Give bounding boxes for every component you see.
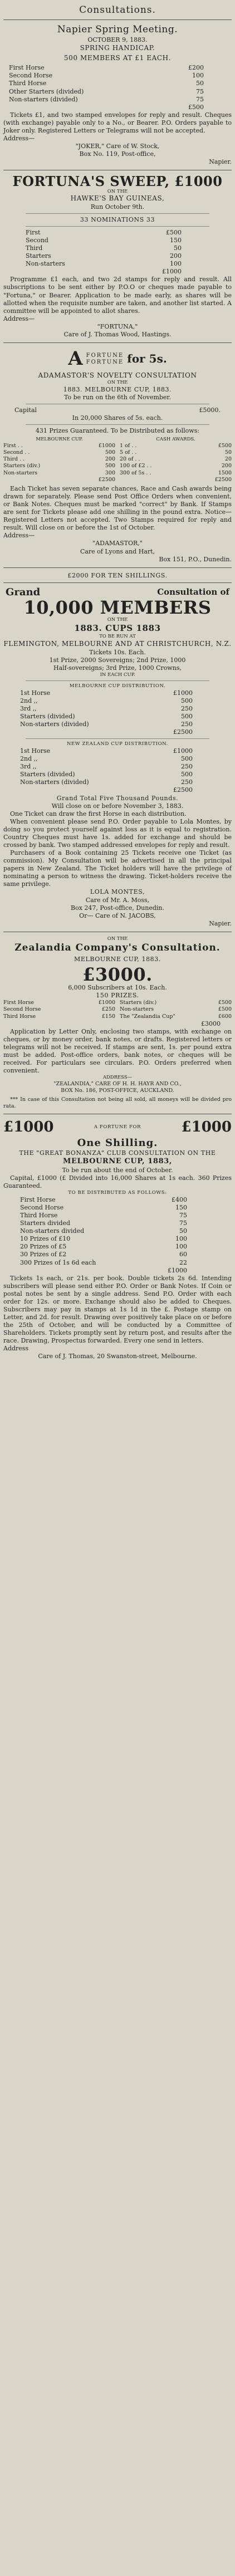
prize-row: Second 150 bbox=[26, 236, 182, 244]
divider bbox=[26, 680, 209, 681]
zealandia-advert bbox=[3, 935, 232, 1111]
prize-row: 5 of . . 50 bbox=[120, 449, 232, 456]
grand-body3: Purchasers of a Book containing 25 Tickets receive one Ticket (as commission). My Consultation will be advertised in all the principal papers in New Zealand. The Ticket holders will have the privilege of nominating a person to witness the drawing. Ticket-holders receive the same privilege. bbox=[3, 849, 232, 888]
prize-row: Starters 200 bbox=[26, 252, 182, 260]
prize-row: First Horse £1000 bbox=[3, 1000, 115, 1006]
bonanza-subtitle: THE "GREAT BONANZA" CLUB CONSULTATION ON THE bbox=[19, 1149, 216, 1157]
prize-total: £1000 bbox=[162, 268, 182, 276]
prize-row: 300 Prizes of 1s 6d each 22 bbox=[20, 1258, 187, 1266]
zealandia-address-line: BOX No. 186, POST-OFFICE, AUCKLAND. bbox=[61, 1088, 174, 1094]
bonanza-prize-list bbox=[3, 1196, 232, 1275]
prize-row: Non-starters (divided) 75 bbox=[9, 95, 204, 103]
prize-row: Non-starters divided 50 bbox=[20, 1227, 187, 1235]
zealandia-title: Zealandia Company's Consultation. bbox=[14, 942, 221, 953]
grand-total-line: Grand Total Five Thousand Pounds. bbox=[56, 794, 179, 802]
prize-total: £1000 bbox=[168, 1266, 187, 1274]
bonanza-address-label: Address bbox=[3, 1345, 29, 1353]
adamastor-run: To be run on the 6th of November. bbox=[64, 393, 171, 401]
grand-care: Care of Mr. A. Moss, bbox=[85, 896, 150, 904]
divider bbox=[26, 213, 209, 214]
left-table bbox=[3, 1000, 115, 1020]
napier-title: Napier Spring Meeting. bbox=[57, 23, 178, 35]
prize-row: First . . £1000 bbox=[3, 443, 115, 449]
napier-prize-list bbox=[3, 64, 232, 111]
grand-top: £2000 FOR TEN SHILLINGS. bbox=[67, 571, 168, 579]
fortuna-race: HAWKE'S BAY GUINEAS, bbox=[70, 194, 165, 203]
adamastor-tables bbox=[3, 437, 232, 483]
bonanza-event: MELBOURNE CUP, 1883, bbox=[63, 1157, 172, 1166]
grand-headline: 10,000 MEMBERS bbox=[23, 596, 212, 618]
bonanza-distributed: TO BE DISTRIBUTED AS FOLLOWS: bbox=[68, 1190, 167, 1196]
prize-row: Starters divided 75 bbox=[20, 1220, 187, 1227]
prize-row: 1 of . . £500 bbox=[120, 443, 232, 449]
zealandia-on-the: ON THE bbox=[107, 936, 128, 942]
fortuna-body: Programme £1 each, and two 2d stamps for reply and result. All subscriptions to be sent either by P.O.O or cheques made payable to "Fortuna," or Bearer. Application to be made early, as shares will be allotted when the requisite number are taken, and another list started. A committee will be appointed to allot shares. bbox=[3, 276, 232, 315]
bonanza-capital: Capital, £1000 (£ Divided into 16,000 Shares at 1s each. 360 Prizes Guaranteed. bbox=[3, 1174, 232, 1189]
prize-row: 2nd ,, 500 bbox=[20, 755, 193, 763]
zealandia-tables bbox=[3, 1000, 232, 1020]
divider bbox=[26, 424, 209, 425]
fortuna-address-label: Address— bbox=[3, 315, 35, 322]
prize-row: Second . . 500 bbox=[3, 449, 115, 456]
prize-row: First Horse £400 bbox=[20, 1196, 187, 1203]
adamastor-address-town: Box 151, P.O., Dunedin. bbox=[159, 555, 232, 563]
bonanza-one-shilling: One Shilling. bbox=[77, 1137, 158, 1149]
prize-row: 3rd ,, 250 bbox=[20, 763, 193, 771]
prize-row: Second Horse 100 bbox=[9, 72, 204, 80]
prize-row: Other Starters (divided) 75 bbox=[9, 87, 204, 95]
divider bbox=[3, 582, 232, 583]
grand-run-at: TO BE RUN AT bbox=[99, 634, 136, 640]
title-stack: FORTUNE FORTUNE bbox=[86, 352, 124, 365]
fortuna-title: FORTUNA'S SWEEP, £1000 bbox=[12, 173, 223, 190]
napier-members: 500 MEMBERS AT £1 EACH. bbox=[63, 53, 172, 62]
grand-or: Or— Care of N. JACOBS, bbox=[79, 912, 156, 919]
adamastor-event: 1883. MELBOURNE CUP, 1883. bbox=[63, 385, 172, 393]
zealandia-amount: £3000. bbox=[82, 963, 153, 985]
napier-address-name: "JOKER," Care of W. Stock, bbox=[75, 143, 160, 150]
grand-body2: When convenient please send P.O. Order payable to Lola Montes, by doing so you protect yourself against loss as it is equal to registration. Country Cheques must have 1s. added for exchange and should be crossed by bank. Two stamped addressed envelopes for reply and result. bbox=[3, 817, 232, 849]
grand-melb-list bbox=[3, 689, 232, 736]
prize-row: Non-starters 100 bbox=[26, 260, 182, 268]
prize-row: 1st Horse £1000 bbox=[20, 747, 193, 755]
napier-advert bbox=[3, 23, 232, 168]
divider bbox=[26, 738, 209, 739]
grand-box: Box 247, Post-office, Dunedin. bbox=[70, 904, 164, 912]
fortuna-nominations: 33 NOMINATIONS 33 bbox=[80, 216, 155, 223]
zealandia-subscribers: 6,000 Subscribers at 10s. Each. bbox=[68, 984, 167, 992]
adamastor-shares: In 20,000 Shares of 5s. each. bbox=[72, 414, 163, 422]
grand-signature: LOLA MONTES, bbox=[90, 888, 145, 896]
adamastor-capital: Capital £5000. bbox=[14, 406, 221, 414]
grand-close: Will close on or before November 3, 1883. bbox=[51, 802, 184, 810]
fortuna-address-line: Care of J. Thomas Wood, Hastings. bbox=[63, 330, 172, 338]
adamastor-on-the: ON THE bbox=[107, 379, 128, 385]
adamastor-body: Each Ticket has seven separate chances, Race and Cash awards being drawn for separately. Please send Post Office Orders when convenient, or Bank Notes. Cheques must be marked "correct" by Bank. If Stamps are sent for Tickets please add one shilling in the pound extra. Notice—Registered Letters not accepted. Two Stamps required for reply and result. Will close on or before the 1st of October. bbox=[3, 484, 232, 532]
prize-total: £500 bbox=[188, 103, 204, 111]
fortuna-on-the: ON THE bbox=[107, 188, 128, 194]
adamastor-guaranteed: 431 Prizes Guaranteed. To be Distributed as follows: bbox=[35, 427, 200, 435]
adamastor-address-name: "ADAMASTOR," bbox=[92, 540, 143, 547]
fortuna-run: Run October 9th. bbox=[90, 203, 145, 210]
zealandia-prizes-count: 150 PRIZES. bbox=[96, 992, 139, 1000]
prize-row: 1st Horse £1000 bbox=[20, 689, 193, 697]
divider bbox=[26, 226, 209, 227]
divider bbox=[3, 342, 232, 343]
adamastor-address-line: Care of Lyons and Hart, bbox=[80, 547, 155, 555]
grand-each-cup: IN EACH CUP. bbox=[100, 672, 135, 678]
bonanza-run: To be run about the end of October. bbox=[62, 1166, 173, 1174]
title-letter: A bbox=[68, 347, 83, 370]
napier-address-line: Box No. 119, Post-office, bbox=[79, 150, 156, 158]
prize-row: Starters (div.) £500 bbox=[120, 1000, 232, 1006]
adamastor-advert bbox=[3, 346, 232, 565]
right-table bbox=[120, 1000, 232, 1020]
cup-table: MELBOURNE CUP. First . . £1000 Second . . 500 Third . . 200 Starters (div.) 500 Non-starters 300 £2500 bbox=[3, 437, 115, 483]
fortuna-prize-list bbox=[3, 229, 232, 276]
prize-row: First £500 bbox=[26, 228, 182, 236]
prize-row: Non-starters (divided) 250 bbox=[20, 778, 193, 786]
prize-row: 2nd ,, 500 bbox=[20, 697, 193, 704]
title-price: for 5s. bbox=[127, 351, 167, 365]
napier-date: OCTOBER 9, 1883. bbox=[87, 36, 148, 43]
grand-venue: FLEMINGTON, MELBOURNE AND AT CHRISTCHURCH, N.Z. bbox=[3, 640, 232, 648]
prize-row: Starters (divided) 500 bbox=[20, 712, 193, 720]
bonanza-address-line: Care of J. Thomas, 20 Swanston-street, Melbourne. bbox=[38, 1353, 197, 1360]
prize-row: Non-starters 300 bbox=[3, 469, 115, 476]
grand-advert bbox=[3, 571, 232, 929]
prize-row: 10 Prizes of £10 100 bbox=[20, 1235, 187, 1243]
prize-row: 100 of £2 . . 200 bbox=[120, 463, 232, 469]
napier-body: Tickets £1, and two stamped envelopes for reply and result. Cheques (with exchange) payable only to a No., or Bearer. P.O. Orders payable to Joker only. Registered Letters or Telegrams will not be accepted. bbox=[3, 111, 232, 134]
zealandia-body: Application by Letter Only, enclosing two stamps, with exchange on cheques, or by money order, bank notes, or drafts. Registered letters or telegrams will not be received. If stamps are sent, 1s. per pound extra must be added. Post-office orders, bank notes, or cheques will be received. For particulars see circulars. P.O. Orders preferred when convenient. bbox=[3, 1027, 232, 1075]
prize-row: Third Horse 50 bbox=[9, 80, 204, 87]
adamastor-title bbox=[3, 347, 232, 371]
prize-row: Second Horse 150 bbox=[20, 1204, 187, 1211]
grand-melb-dist: MELBOURNE CUP DISTRIBUTION. bbox=[69, 683, 166, 689]
prize-row: Non-starters (divided) 250 bbox=[20, 721, 193, 728]
prize-row: First Horse £200 bbox=[9, 64, 204, 72]
grand-nz-dist: NEW ZEALAND CUP DISTRIBUTION. bbox=[67, 741, 168, 747]
napier-address-town: Napier. bbox=[209, 158, 232, 166]
prize-row: 20 of . . 20 bbox=[120, 456, 232, 463]
divider bbox=[3, 19, 232, 20]
zealandia-address-name: "ZEALANDIA," CARE OF H. H. HAYR AND CO., bbox=[53, 1081, 182, 1088]
grand-first-prize: 1st Prize, 2000 Sovereigns; 2nd Prize, 1000 bbox=[49, 656, 186, 664]
prize-row: Starters (div.) 500 bbox=[3, 463, 115, 469]
bonanza-title: £1000 A FORTUNE FOR £1000 bbox=[3, 1118, 232, 1135]
prize-total: £3000 bbox=[201, 1020, 221, 1027]
adamastor-address-label: Address— bbox=[3, 532, 35, 540]
prize-row: 20 Prizes of £5 100 bbox=[20, 1243, 187, 1251]
grand-cups: 1883. CUPS 1883 bbox=[74, 623, 161, 634]
grand-nz-list bbox=[3, 747, 232, 794]
bonanza-body: Tickets 1s each, or 21s. per book. Double tickets 2s 6d. Intending subscribers will please send either P.O. Order or Bank Notes. If Coin or postal notes be sent by a single address. Send P.O. Order with each order for 12s. or more. Exchange should also be added to Cheques. Subscribers may pay in stamps at 1s 1d in the £. Postage stamp on Letter, and 2d. for result. Drawing over positively take place on or before the 25th of October, and will be conducted by a Committee of Shareholders. Tickets promptly sent by return post, and results after the race. Drawing, Prospectus forwarded. Every one send in letters. bbox=[3, 1274, 232, 1345]
grand-on-the: ON THE bbox=[107, 617, 128, 623]
grand-body1: One Ticket can draw the first Horse in each distribution. bbox=[10, 810, 187, 817]
grand-town: Napier. bbox=[209, 919, 232, 927]
grand-title-row: Grand Consultation of bbox=[6, 586, 229, 598]
prize-row: Third Horse £150 bbox=[3, 1013, 115, 1020]
prize-total: £2500 bbox=[173, 728, 193, 736]
grand-tickets: Tickets 10s. Each. bbox=[89, 648, 146, 656]
fortuna-address-name: "FORTUNA," bbox=[97, 322, 138, 330]
zealandia-event: MELBOURNE CUP, 1883. bbox=[74, 956, 161, 963]
prize-row: 3rd ,, 250 bbox=[20, 704, 193, 712]
prize-row: Third 50 bbox=[26, 244, 182, 252]
prize-total: £2500 bbox=[173, 786, 193, 794]
fortuna-advert bbox=[3, 173, 232, 340]
prize-row: Third . . 200 bbox=[3, 456, 115, 463]
prize-row: Starters (divided) 500 bbox=[20, 771, 193, 778]
napier-address-label: Address— bbox=[3, 135, 35, 142]
prize-row: The "Zealandia Cup" £600 bbox=[120, 1013, 232, 1020]
prize-row: Second Horse £250 bbox=[3, 1006, 115, 1013]
grand-half-sovs: Half-sovereigns; 3rd Prize, 1000 Crowns, bbox=[53, 664, 182, 672]
cash-table: CASH AWARDS. 1 of . . £500 5 of . . 50 20 of . . 20 100 of £2 . . 200 300 of 5s . . 1500 £2500 bbox=[120, 437, 232, 483]
prize-row: Third Horse 75 bbox=[20, 1212, 187, 1220]
divider bbox=[3, 567, 232, 568]
zealandia-address-label: ADDRESS— bbox=[102, 1075, 133, 1081]
zealandia-note: *** In case of this Consultation not being all sold, all moneys will be divided pro rata. bbox=[3, 1096, 232, 1109]
prize-total: £2500 bbox=[214, 476, 232, 483]
adamastor-subtitle: ADAMASTOR'S NOVELTY CONSULTATION bbox=[38, 371, 197, 379]
prize-row: Non-starters £500 bbox=[120, 1006, 232, 1013]
napier-event: SPRING HANDICAP. bbox=[80, 43, 155, 52]
bonanza-advert bbox=[3, 1117, 232, 1362]
prize-row: 30 Prizes of £2 60 bbox=[20, 1251, 187, 1258]
column-title: Consultations. bbox=[79, 4, 156, 16]
prize-row: 300 of 5s . . 1500 bbox=[120, 469, 232, 476]
prize-total: £2500 bbox=[98, 476, 115, 483]
